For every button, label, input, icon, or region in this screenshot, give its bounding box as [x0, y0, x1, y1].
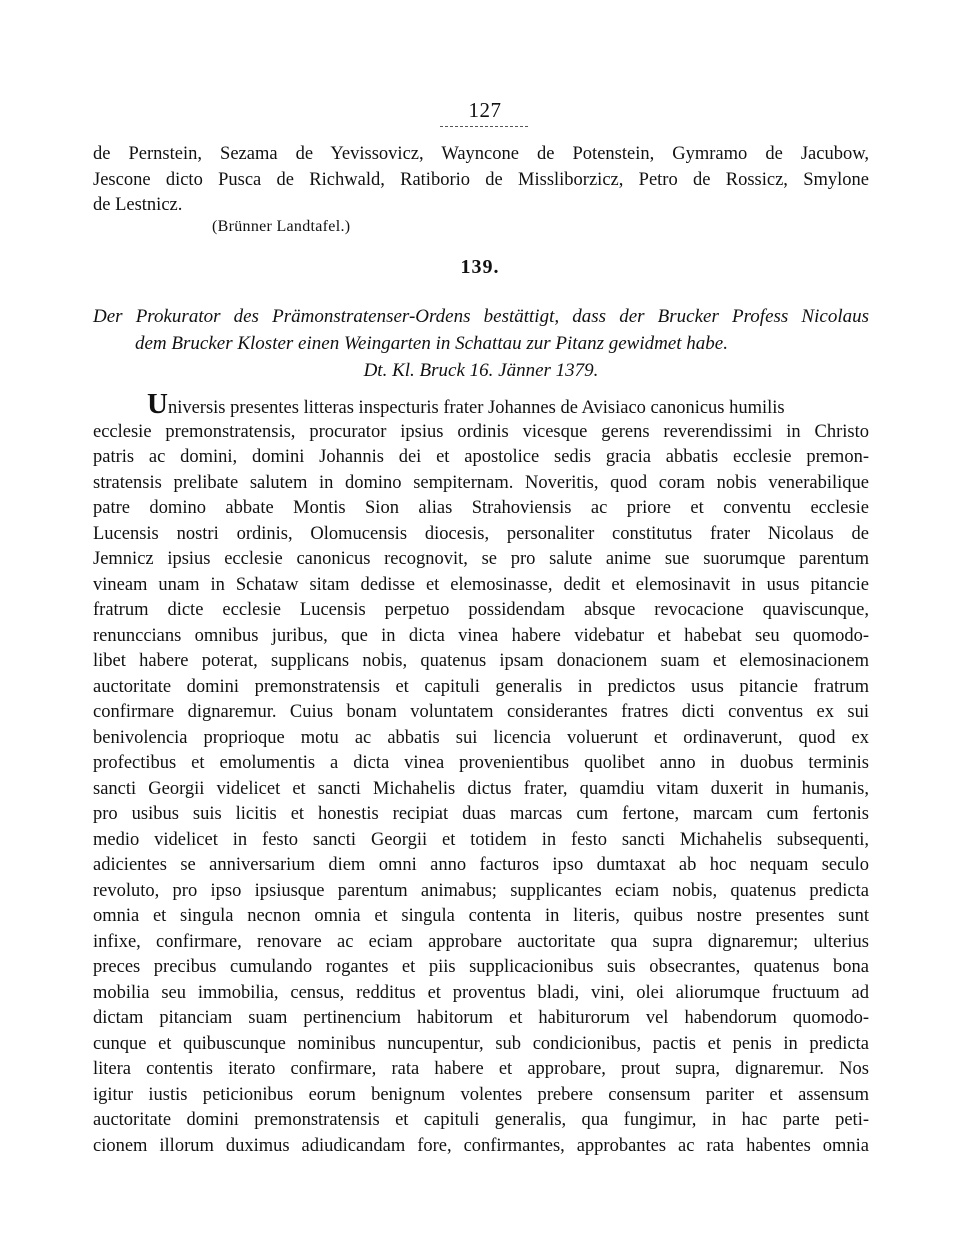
document-number: 139.	[460, 256, 500, 278]
body-line: renunccians omnibus juribus, que in dicta vinea habere videbatur et habebat seu quomodo-	[93, 625, 869, 646]
intro-line: Jescone dicto Pusca de Richwald, Ratiborio de Missliborzicz, Petro de Rossicz, Smylone	[93, 169, 869, 190]
initial-letter: U	[147, 388, 168, 420]
body-line: mobilia seu immobilia, census, redditus et proventus bladi, vini, olei aliorumque fructuum ad	[93, 982, 869, 1003]
body-line: libet habere poterat, supplicans nobis, quatenus ipsam donacionem suam et elemosinacionem	[93, 651, 869, 671]
body-line: patris ac domini, domini Johannis dei et apostolice sedis gracia abbatis ecclesie premon-	[93, 447, 869, 467]
body-line: infixe, confirmare, renovare ac eciam approbare auctoritate qua supra dignaremur; ulterius	[93, 931, 869, 952]
regest	[93, 303, 869, 384]
body-line: Jemnicz ipsius ecclesie canonicus recognovit, se pro salute anime sue suorumque parentum	[93, 549, 869, 569]
intro-paragraph	[93, 142, 869, 219]
body-line: stratensis prelibate salutem in domino sempiternam. Noveritis, quod coram nobis venerabilique	[93, 472, 869, 493]
page-number-rule	[440, 126, 528, 127]
body-line: dictam pitanciam suam pertinencium habitorum et habiturorum vel habendorum quomodo-	[93, 1008, 869, 1028]
regest-line: Der Prokurator des Prämonstratenser-Ordens bestättigt, dass der Brucker Profess Nicolaus	[93, 306, 869, 327]
body-line: cunque et quibuscunque nominibus nuncupentur, sub condicionibus, pactis et penis in predicta	[93, 1033, 869, 1054]
body-line: confirmare dignaremur. Cuius bonam voluntatem considerantes fratres dicti conventus ex sui	[93, 702, 869, 722]
body-line: patre domino abbate Montis Sion alias Strahoviensis ac priore et conventu ecclesie	[93, 498, 869, 518]
intro-line: de Lestnicz.	[93, 195, 183, 215]
body-line: cionem illorum duximus adiudicandam fore, confirmantes, approbantes ac rata habentes omnia	[93, 1135, 869, 1156]
regest-line: dem Brucker Kloster einen Weingarten in Schattau zur Pitanz gewidmet habe.	[135, 333, 728, 354]
body-line: sancti Georgii videlicet et sancti Michahelis dictus frater, quamdiu vitam duxerit in humanis,	[93, 778, 869, 799]
body-first-line	[93, 388, 869, 420]
body-line: revoluto, pro ipso ipsiusque parentum animabus; supplicantes eciam nobis, quatenus predicta	[93, 880, 869, 901]
regest-date: Dt. Kl. Bruck 16. Jänner 1379.	[363, 360, 599, 381]
body-line: ecclesie premonstratensis, procurator ipsius ordinis vicesque gerens reverendissimi in Christo	[93, 421, 869, 442]
body-line: auctoritate domini premonstratensis et capituli generalis, qua fungimur, in hac parte peti-	[93, 1110, 869, 1130]
body-line: Lucensis nostri ordinis, Olomucensis diocesis, personaliter constitutus frater Nicolaus de	[93, 523, 869, 544]
intro-line: de Pernstein, Sezama de Yevissovicz, Wayncone de Potenstein, Gymramo de Jacubow,	[93, 144, 869, 164]
body-line: medio videlicet in festo sancti Georgii et totidem in festo sancti Michahelis subsequenti,	[93, 829, 869, 850]
body-line: profectibus et emolumentis a dicta vinea provenientibus quolibet anno in duobus terminis	[93, 753, 869, 773]
body-line: preces precibus cumulando rogantes et piis supplicacionibus suis obsecrantes, quatenus bona	[93, 957, 869, 977]
body-line: omnia et singula necnon omnia et singula contenta in literis, quibus nostre presentes sunt	[93, 906, 869, 926]
body-line: auctoritate domini premonstratensis et capituli generalis in predictos usus pitancie fratrum	[93, 676, 869, 697]
body-line: adicientes se anniversarium diem omni anno facturos ipso dumtaxat ab hoc nequam seculo	[93, 855, 869, 875]
body-line: litera contentis iterato confirmare, rata habere et approbare, prout supra, dignaremur. Nos	[93, 1059, 869, 1079]
source-note: (Brünner Landtafel.)	[212, 218, 351, 235]
body-line: pro usibus suis licitis et honestis recipiat duas marcas cum fertone, marcam cum fertonis	[93, 804, 869, 824]
document-body	[93, 388, 869, 1159]
body-line: vineam unam in Schataw sitam dedisse et elemosinasse, dedit et elemosinavit in usus pitancie	[93, 574, 869, 595]
first-line-text: niversis presentes litteras inspecturis frater Johannes de Avisiaco canonicus humilis	[167, 398, 785, 418]
page-number: 127	[468, 98, 502, 122]
body-line: igitur iustis peticionibus eorum benignum volentes prebere consensum pariter et assensum	[93, 1084, 869, 1105]
body-line: fratrum dicte ecclesie Lucensis perpetuo possidendam absque revocacione quaviscunque,	[93, 600, 869, 620]
body-line: benivolencia proprioque motu ac abbatis sui licencia voluerunt et ordinaverunt, quod ex	[93, 727, 869, 748]
